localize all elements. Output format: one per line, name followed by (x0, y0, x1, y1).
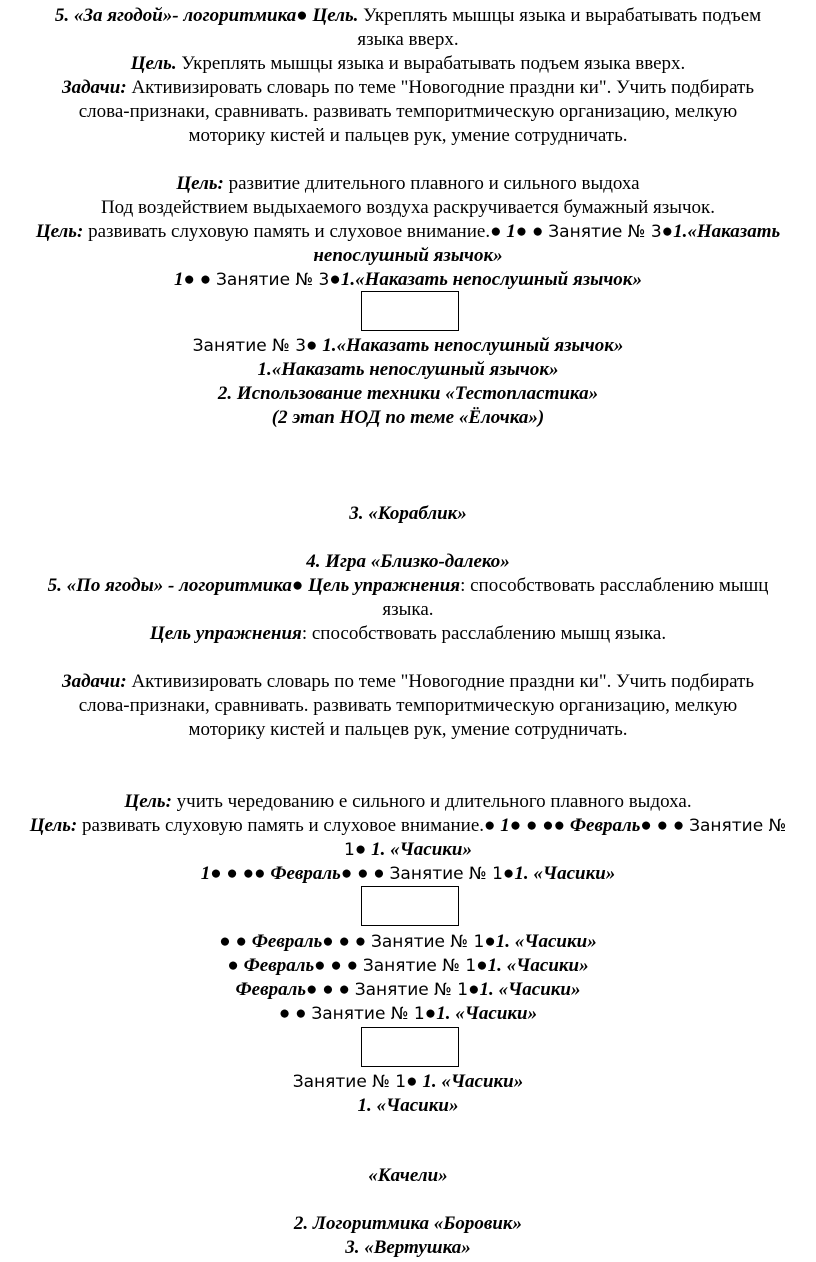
text-line: языка вверх. (357, 29, 459, 50)
exercise-5-heading: 5. «За ягодой»- логоритмика● Цель. Укреплять мышцы языка и вырабатывать подъем (54, 5, 762, 26)
exercise-title: 2. Использование техники «Тестопластика» (217, 383, 599, 404)
goal-line: Цель: развивать слуховую память и слуховое внимание.● 1● ● ●● Февраль● ● ● Занятие № (29, 815, 787, 836)
exercise-title: 3. «Вертушка» (345, 1237, 471, 1258)
exercise-title: «Качели» (368, 1165, 448, 1186)
exercise-5b-heading: 5. «По ягоды» - логоритмика● Цель упражнения: способствовать расслаблению мышц (47, 575, 769, 596)
empty-box (361, 1027, 459, 1067)
exercise-title: 4. Игра «Близко-далеко» (306, 551, 510, 572)
text-line: Под воздействием выдыхаемого воздуха раскручивается бумажный язычок. (100, 197, 716, 218)
text-line: моторику кистей и пальцев рук, умение сотрудничать. (188, 719, 628, 740)
lesson-line: ● Февраль● ● ● Занятие № 1●1. «Часики» (227, 955, 589, 976)
exercise-title: 2. Логоритмика «Боровик» (293, 1213, 523, 1234)
tasks-line: Задачи: Активизировать словарь по теме "Новогодние праздни ки". Учить подбирать (61, 77, 755, 98)
goal-line: Цель. Укреплять мышцы языка и вырабатывать подъем языка вверх. (130, 53, 686, 74)
goal-line: Цель: развитие длительного плавного и сильного выдоха (176, 173, 640, 194)
exercise-title: (2 этап НОД по теме «Ёлочка») (271, 407, 545, 428)
lesson-line: 1● ● Занятие № 3●1.«Наказать непослушный язычок» (174, 269, 642, 290)
exercise-title: 3. «Кораблик» (349, 503, 467, 524)
text-line: слова-признаки, сравнивать. развивать темпоритмическую организацию, мелкую (78, 101, 738, 122)
lesson-line: 1● ● ●● Февраль● ● ● Занятие № 1●1. «Часики» (200, 863, 616, 884)
tasks-line: Задачи: Активизировать словарь по теме "Новогодние праздни ки". Учить подбирать (61, 671, 755, 692)
text-line: непослушный язычок» (313, 245, 503, 266)
lesson-line: ● ● Февраль● ● ● Занятие № 1●1. «Часики» (219, 931, 597, 952)
lesson-line: 1● 1. «Часики» (344, 839, 472, 860)
goal-line: Цель: развивать слуховую память и слуховое внимание.● 1● ● Занятие № 3●1.«Наказать (35, 221, 781, 242)
text-line: слова-признаки, сравнивать. развивать темпоритмическую организацию, мелкую (78, 695, 738, 716)
lesson-line: Занятие № 3● 1.«Наказать непослушный язычок» (192, 335, 624, 356)
text-line: моторику кистей и пальцев рук, умение сотрудничать. (188, 125, 628, 146)
exercise-title: 1. «Часики» (357, 1095, 459, 1116)
goal-line: Цель: учить чередованию е сильного и длительного плавного выдоха. (124, 791, 692, 812)
empty-box (361, 886, 459, 926)
lesson-line: Занятие № 1● 1. «Часики» (292, 1071, 524, 1092)
empty-box (361, 291, 459, 331)
text-line: языка. (382, 599, 434, 620)
lesson-line: ● ● Занятие № 1●1. «Часики» (278, 1003, 538, 1024)
exercise-title: 1.«Наказать непослушный язычок» (257, 359, 559, 380)
goal-line: Цель упражнения: способствовать расслаблению мышц языка. (149, 623, 667, 644)
lesson-line: Февраль● ● ● Занятие № 1●1. «Часики» (235, 979, 581, 1000)
